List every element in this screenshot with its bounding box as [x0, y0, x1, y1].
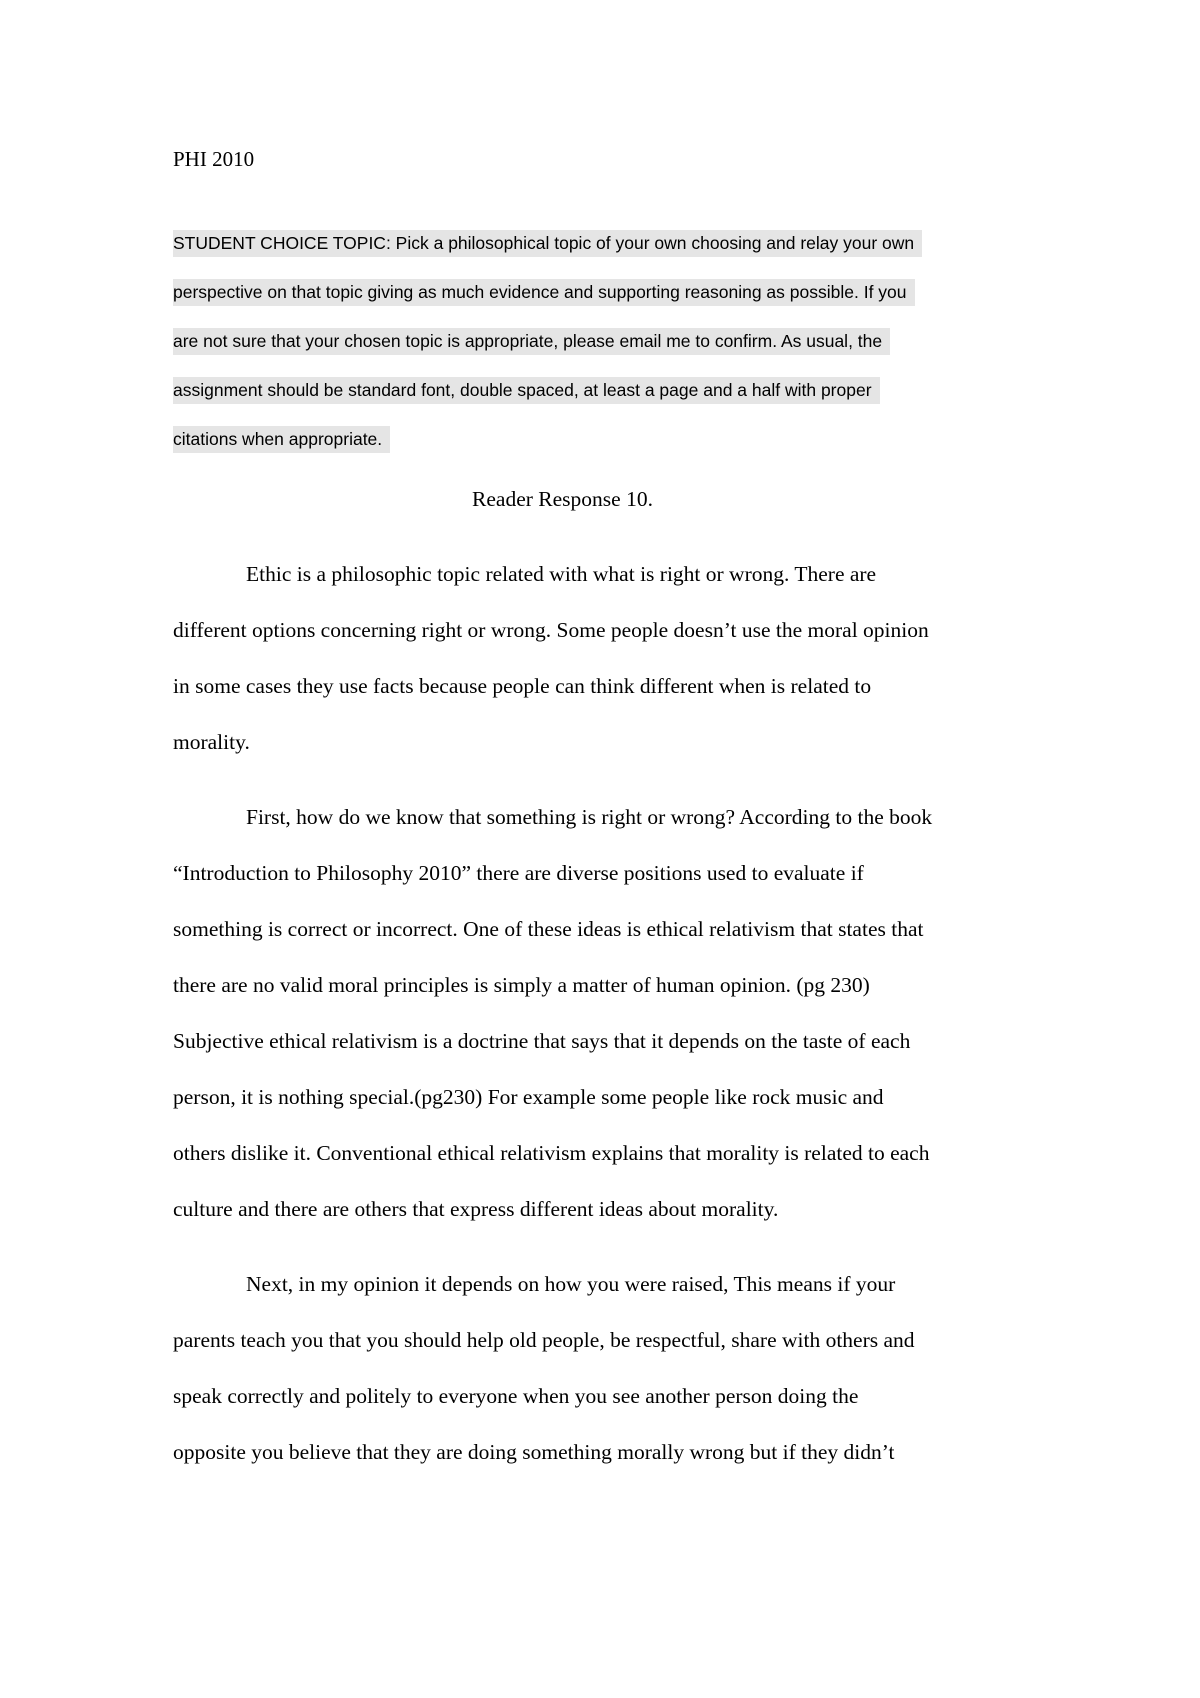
- prompt-line: [173, 219, 1043, 268]
- document-title: Reader Response 10.: [472, 487, 653, 511]
- paragraph-line: parents teach you that you should help old people, be respectful, share with others and: [173, 1328, 915, 1352]
- paragraph-2: [173, 803, 1053, 1251]
- paragraph-line: Next, in my opinion it depends on how you were raised, This means if your: [246, 1272, 896, 1296]
- paragraph-line: in some cases they use facts because people can think different when is related to: [173, 674, 872, 698]
- paragraph-line: “Introduction to Philosophy 2010” there are diverse positions used to evaluate if: [173, 861, 864, 885]
- prompt-line: [173, 415, 1043, 464]
- paragraph-line: others dislike it. Conventional ethical relativism explains that morality is related to each: [173, 1141, 930, 1165]
- prompt-line-text: citations when appropriate.: [173, 426, 390, 453]
- essay-body: [173, 560, 1053, 1513]
- prompt-line-text: assignment should be standard font, double spaced, at least a page and a half with proper: [173, 377, 880, 404]
- paragraph-line: speak correctly and politely to everyone when you see another person doing the: [173, 1384, 859, 1408]
- paragraph-line: morality.: [173, 730, 250, 754]
- paragraph-line: Subjective ethical relativism is a doctrine that says that it depends on the taste of each: [173, 1029, 911, 1053]
- paragraph-1: [173, 560, 1053, 784]
- paragraph-line: First, how do we know that something is right or wrong? According to the book: [246, 805, 933, 829]
- prompt-line: [173, 317, 1043, 366]
- paragraph-line: culture and there are others that express different ideas about morality.: [173, 1197, 779, 1221]
- prompt-line-text: are not sure that your chosen topic is appropriate, please email me to confirm. As usual, the: [173, 328, 890, 355]
- prompt-line: [173, 268, 1043, 317]
- course-code: PHI 2010: [173, 147, 255, 171]
- paragraph-line: there are no valid moral principles is simply a matter of human opinion. (pg 230): [173, 973, 870, 997]
- prompt-line: [173, 366, 1043, 415]
- paragraph-line: something is correct or incorrect. One of these ideas is ethical relativism that states that: [173, 917, 924, 941]
- paragraph-line: Ethic is a philosophic topic related with what is right or wrong. There are: [246, 562, 877, 586]
- prompt-line-text: STUDENT CHOICE TOPIC: Pick a philosophical topic of your own choosing and relay your own: [173, 230, 922, 257]
- paragraph-line: opposite you believe that they are doing something morally wrong but if they didn’t: [173, 1440, 895, 1464]
- paragraph-line: different options concerning right or wrong. Some people doesn’t use the moral opinion: [173, 618, 929, 642]
- paragraph-line: person, it is nothing special.(pg230) For example some people like rock music and: [173, 1085, 884, 1109]
- prompt-line-text: perspective on that topic giving as much evidence and supporting reasoning as possible. If you: [173, 279, 915, 306]
- paragraph-3: [173, 1270, 1053, 1494]
- assignment-prompt: [173, 219, 1043, 464]
